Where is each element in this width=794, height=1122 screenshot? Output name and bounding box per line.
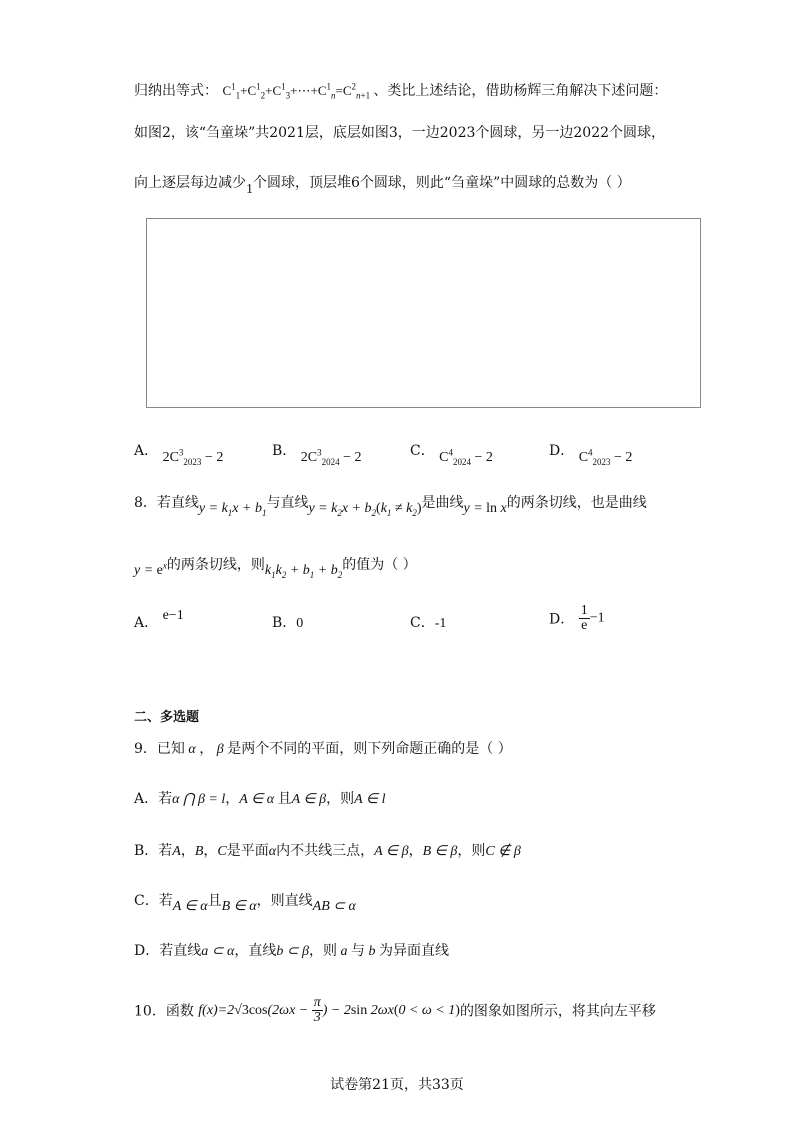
- section-title: 二、多选题: [134, 710, 200, 725]
- q8-text: 是曲线: [421, 495, 464, 511]
- q8-line-1: [134, 492, 647, 518]
- q9-option-a[interactable]: [134, 788, 385, 808]
- math: C: [217, 844, 227, 859]
- option-value: e−1: [162, 608, 184, 623]
- q9-text: 9．已知: [134, 741, 185, 757]
- math: a: [337, 944, 352, 959]
- q9-text: ，: [199, 741, 214, 757]
- alpha: α: [184, 742, 200, 757]
- q9-option-b[interactable]: [134, 840, 521, 860]
- option-text: 且: [207, 893, 222, 909]
- tail: − 2: [339, 450, 362, 465]
- math: C ∉ β: [485, 844, 521, 859]
- sup: 4: [448, 447, 454, 458]
- option-label: B．若: [134, 843, 173, 859]
- q8-text: 的两条切线，也是曲线: [506, 495, 647, 511]
- q7-option-a[interactable]: [134, 440, 224, 467]
- math: AB ⊂ α: [312, 899, 356, 914]
- math: b: [365, 944, 380, 959]
- math: A ∈ α: [172, 899, 208, 914]
- math: b ⊂ β: [276, 944, 310, 959]
- option-label: C．若: [134, 893, 173, 909]
- option-formula: [162, 447, 224, 467]
- option-text: 内不共线三点，: [276, 843, 375, 859]
- option-label: D．: [549, 611, 575, 628]
- option-label: D．若直线: [134, 943, 202, 959]
- q8-text: 的值为（ ）: [342, 557, 417, 573]
- math: a ⊂ α: [201, 944, 235, 959]
- math: A ∈ β: [291, 792, 327, 807]
- math: α: [268, 844, 277, 859]
- math: B ∈ α: [221, 899, 257, 914]
- math: A ∈ l: [354, 792, 386, 807]
- option-label: C．: [410, 443, 435, 459]
- function-formula: f(x)=2√3cos(2ωx − $\frac{\pi}{3}$ ) − 2sin 2ωx(0 < ω < 1): [198, 995, 460, 1025]
- q8-option-a[interactable]: [134, 608, 184, 632]
- figure-placeholder: [146, 218, 701, 408]
- option-text: 为异面直线: [379, 943, 450, 959]
- sup: 3: [178, 447, 184, 458]
- coef: 2C: [300, 450, 318, 465]
- combination-identity-formula: $C^1_1+C^1_2+C^1_3+\cdots+C^1_n=C^2_{n+1}$: [222, 81, 371, 101]
- option-formula: [578, 447, 633, 467]
- sub: 2023: [592, 456, 611, 467]
- coef: 2C: [162, 450, 179, 465]
- option-text: ，: [180, 843, 195, 859]
- math: A: [172, 844, 181, 859]
- option-text: ，则直线: [256, 893, 313, 909]
- option-label: A．: [134, 443, 159, 459]
- option-text: ，: [225, 791, 240, 807]
- option-text: ，直线: [234, 943, 277, 959]
- q7-option-b[interactable]: [272, 440, 362, 467]
- option-label: A．: [134, 615, 159, 631]
- q8-option-d[interactable]: [549, 604, 605, 633]
- denominator: e: [581, 618, 588, 633]
- intro-text-3b: 个圆球，顶层堆6个圆球，则此“刍童垛”中圆球的总数为（ ）: [253, 175, 631, 191]
- option-label: B．: [272, 443, 297, 459]
- q10-stem: [134, 996, 656, 1025]
- q10-text: 的图象如图所示，将其向左平移: [459, 1003, 656, 1020]
- option-text: ，则: [326, 791, 355, 807]
- sup: 4: [588, 447, 593, 458]
- numerator: 1: [580, 603, 588, 618]
- option-label: A．若: [134, 791, 173, 807]
- option-text: ，则: [457, 843, 486, 859]
- intro-line-1: [134, 80, 667, 100]
- option-formula: [300, 447, 362, 467]
- beta: β: [213, 742, 228, 757]
- intro-text-2: 如图2，该“刍童垛”共2021层，底层如图3，一边2023个圆球，另一边2022个圆球，: [134, 125, 666, 141]
- math: α ⋂ β = l: [172, 792, 226, 807]
- fraction: [579, 604, 590, 633]
- tail: − 2: [610, 450, 633, 465]
- intro-text: 归纳出等式：: [134, 83, 218, 99]
- q9-option-c[interactable]: [134, 890, 356, 914]
- tail: − 2: [201, 450, 224, 465]
- pi-over-3: [312, 996, 323, 1025]
- q9-option-d[interactable]: [134, 940, 449, 960]
- option-value: -1: [434, 616, 447, 631]
- sup: 3: [317, 447, 322, 458]
- option-tail: −1: [589, 610, 605, 626]
- numerator: π: [313, 995, 321, 1010]
- option-text: ，: [203, 843, 218, 859]
- intro-text-3a: 向上逐层每边减少: [134, 175, 246, 191]
- math: A ∈ β: [374, 844, 409, 859]
- q9-stem: [134, 738, 512, 758]
- option-label: D．: [549, 443, 575, 459]
- q7-option-c[interactable]: [410, 440, 493, 467]
- line-2-equation: $y = k_2x + b_2(k_1 \ne k_2)$: [308, 501, 422, 518]
- expression: $k_1k_2 + b_1 + b_2$: [264, 563, 343, 580]
- sub: 2024: [321, 456, 340, 467]
- q8-text: 若直线: [156, 495, 199, 511]
- option-value: 0: [296, 616, 304, 631]
- curve-ln-equation: y = ln x: [463, 501, 507, 516]
- option-text: 是平面: [226, 843, 269, 859]
- option-label: C．: [410, 615, 435, 631]
- math: B: [194, 844, 204, 859]
- option-label: B．: [272, 615, 297, 631]
- q8-option-c[interactable]: [410, 612, 446, 632]
- sub: 2024: [453, 456, 472, 467]
- q7-option-d[interactable]: [549, 440, 633, 467]
- q8-line-2: [134, 554, 417, 580]
- intro-number: 1: [246, 182, 253, 197]
- intro-text-suffix: 、类比上述结论，借助杨辉三角解决下述问题：: [373, 83, 668, 99]
- denominator: 3: [313, 1010, 321, 1025]
- coef: C: [578, 450, 589, 465]
- math: B ∈ β: [422, 844, 458, 859]
- option-text: 且: [277, 791, 292, 807]
- option-text: ，则: [309, 943, 338, 959]
- option-text: 与: [351, 943, 366, 959]
- q8-option-b[interactable]: [272, 612, 303, 632]
- line-1-equation: $y = k_1x + b_1$: [198, 501, 267, 518]
- q8-number: 8．: [134, 495, 157, 511]
- intro-line-2: [134, 122, 665, 142]
- sub: 2023: [183, 456, 202, 467]
- math: A ∈ α: [239, 792, 278, 807]
- q10-number: 10．函数: [134, 1003, 194, 1020]
- page-footer: 试卷第21页，共33页: [330, 1077, 464, 1093]
- tail: − 2: [471, 450, 493, 465]
- coef: C: [439, 450, 449, 465]
- option-text: ，: [408, 843, 423, 859]
- curve-exp-equation: $y = e^x$: [134, 560, 167, 578]
- q9-text: 是两个不同的平面，则下列命题正确的是（ ）: [227, 741, 512, 757]
- q8-text: 与直线: [266, 495, 309, 511]
- intro-line-3: [134, 172, 631, 197]
- q8-text: 的两条切线，则: [166, 557, 265, 573]
- option-formula: [439, 447, 493, 467]
